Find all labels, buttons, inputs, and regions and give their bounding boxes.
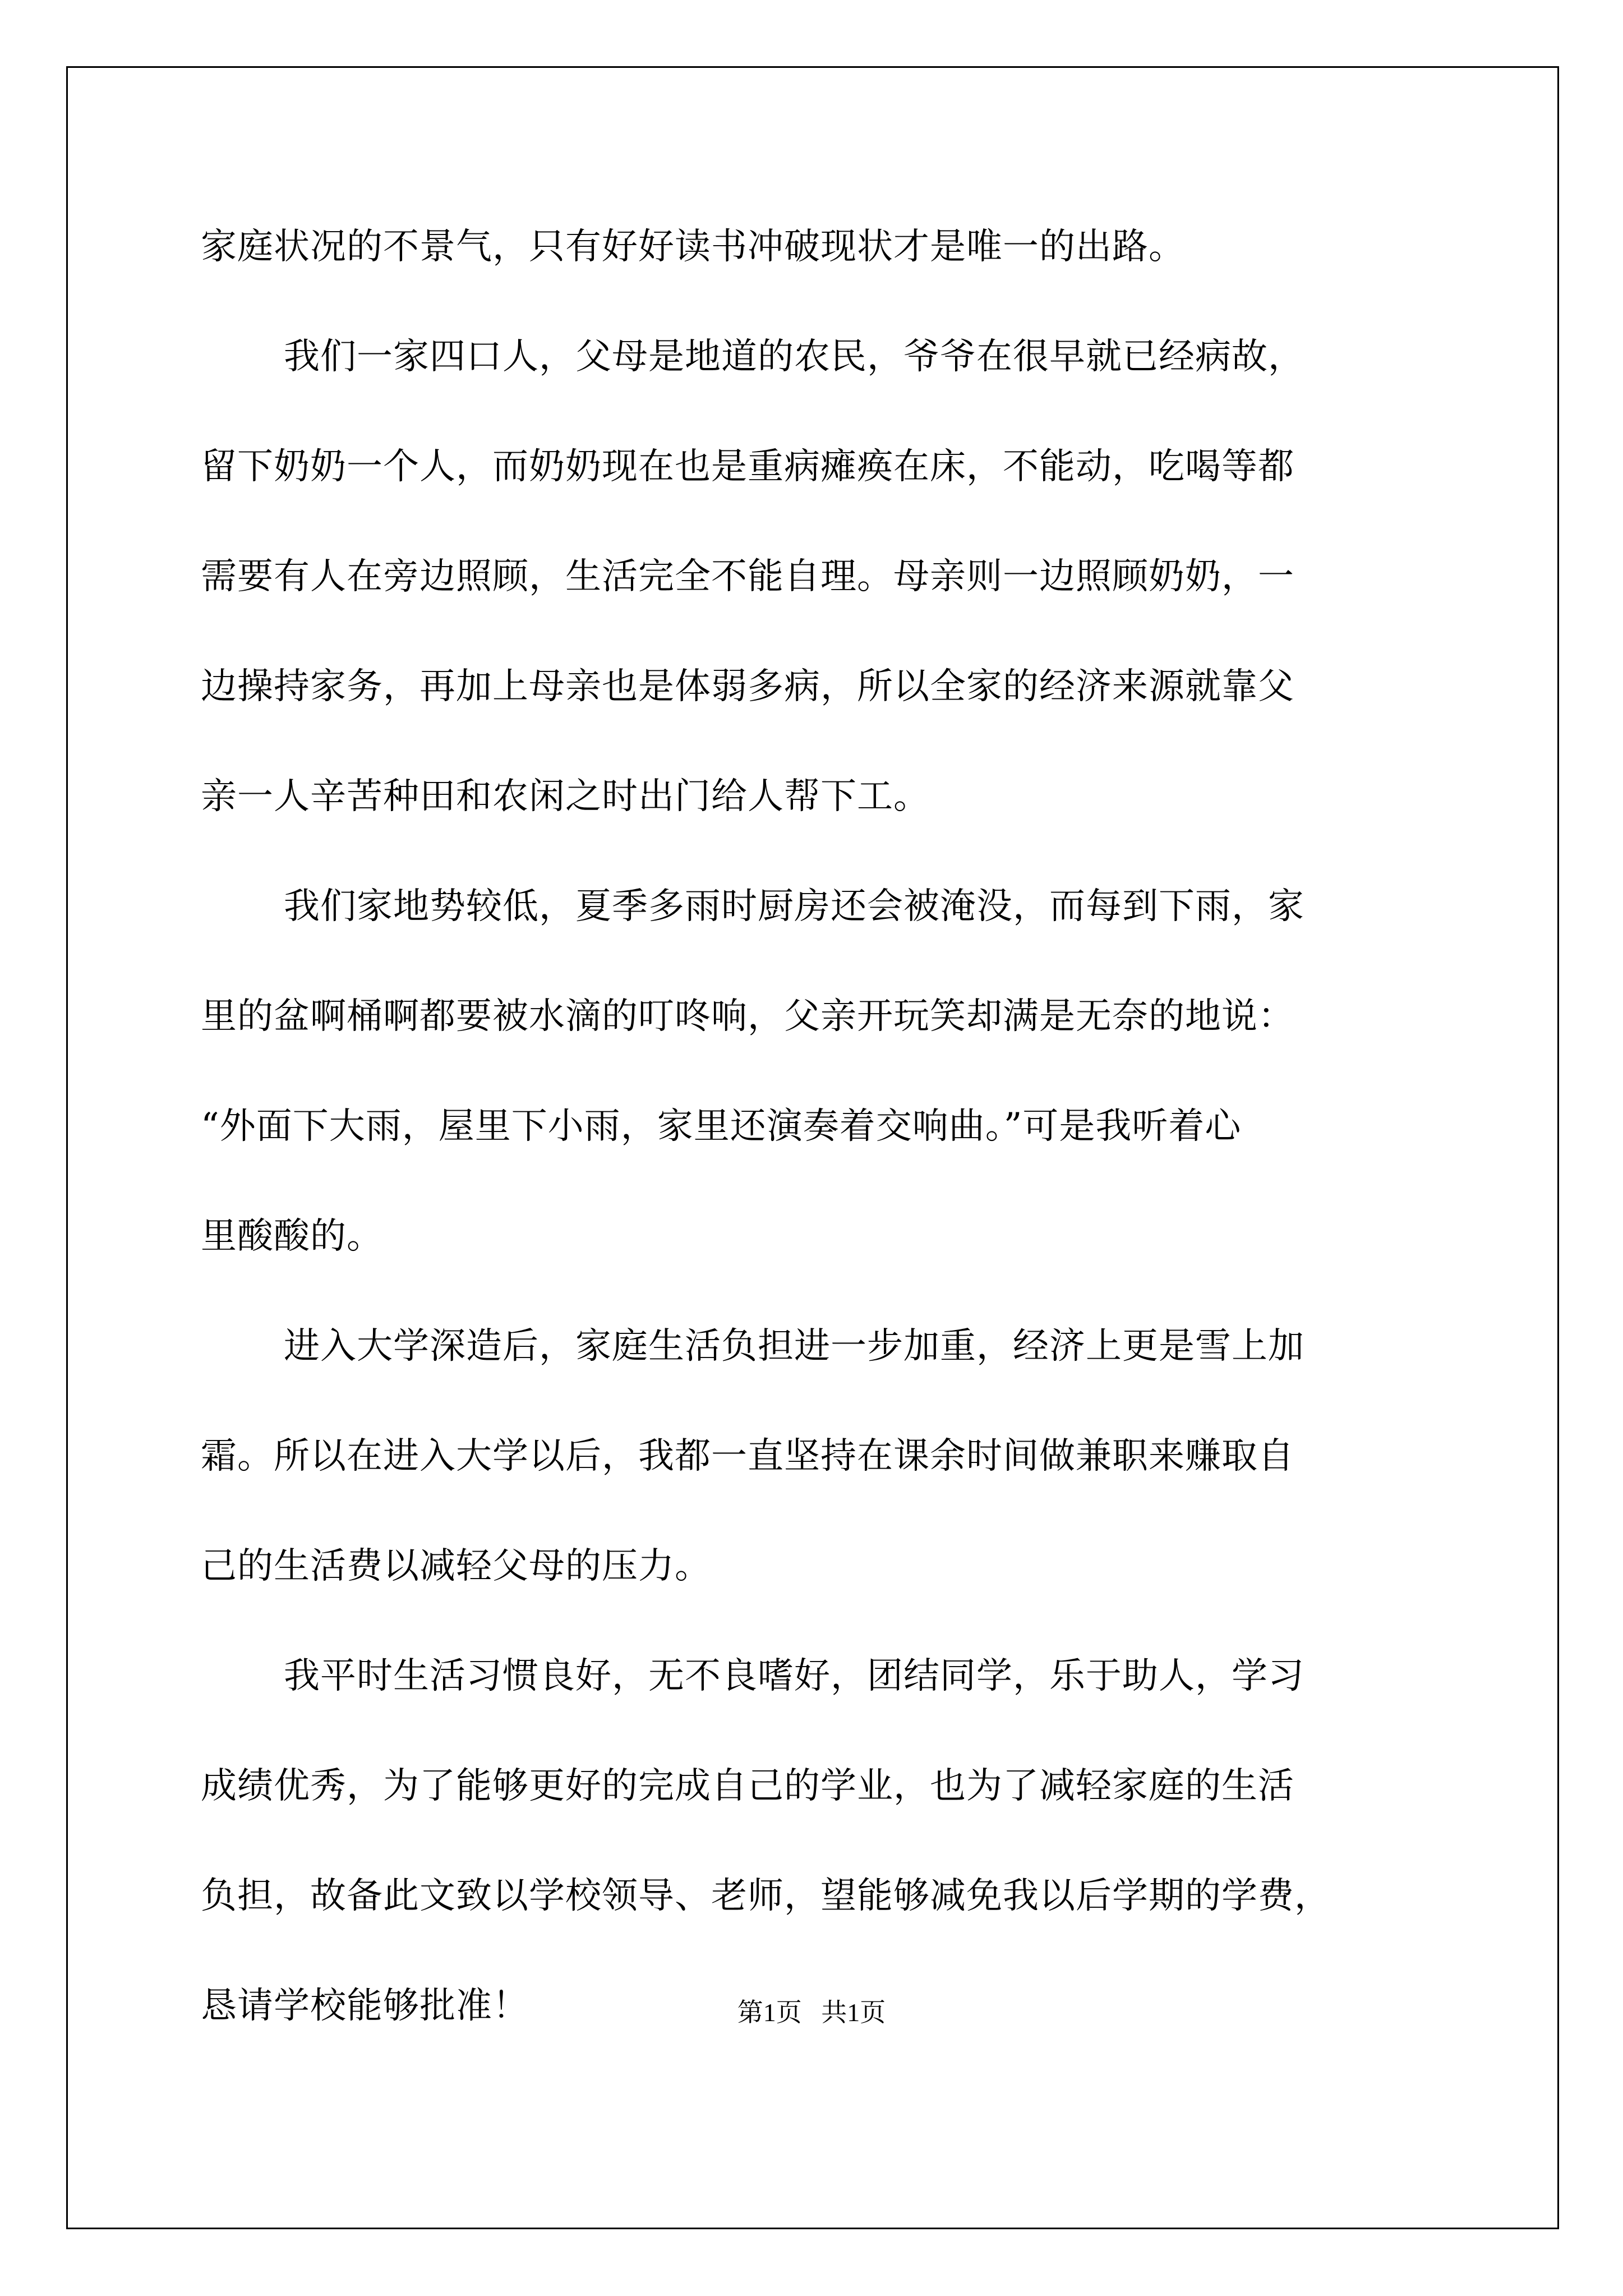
text-line: 里的盆啊桶啊都要被水滴的叮咚响，父亲开玩笑却满是无奈的地说：	[201, 996, 1294, 1037]
text-line: 家庭状况的不景气，只有好好读书冲破现状才是唯一的出路。	[201, 226, 1185, 268]
text-line: 负担，故备此文致以学校领导、老师，望能够减免我以后学期的学费，	[201, 1875, 1331, 1917]
text-line: 留下奶奶一个人，而奶奶现在也是重病瘫痪在床，不能动，吃喝等都	[201, 446, 1294, 487]
text-line: 需要有人在旁边照顾，生活完全不能自理。母亲则一边照顾奶奶，一	[201, 556, 1294, 597]
text-line: 我平时生活习惯良好，无不良嗜好，团结同学，乐于助人，学习	[284, 1655, 1304, 1697]
text-line: 我们一家四口人，父母是地道的农民，爷爷在很早就已经病故，	[284, 336, 1304, 378]
text-line: “外面下大雨，屋里下小雨，家里还演奏着交响曲。”可是我听着心	[201, 1106, 1242, 1147]
text-line: 霜。所以在进入大学以后，我都一直坚持在课余时间做兼职来赚取自	[201, 1435, 1294, 1477]
text-line: 边操持家务，再加上母亲也是体弱多病，所以全家的经济来源就靠父	[201, 666, 1294, 707]
document-body	[201, 213, 1435, 2082]
text-line: 我们家地势较低，夏季多雨时厨房还会被淹没，而每到下雨，家	[284, 886, 1304, 927]
text-line: 己的生活费以减轻父母的压力。	[201, 1545, 711, 1587]
text-line: 成绩优秀，为了能够更好的完成自己的学业，也为了减轻家庭的生活	[201, 1765, 1294, 1807]
text-line: 亲一人辛苦种田和农闲之时出门给人帮下工。	[201, 776, 930, 817]
text-line: 恳请学校能够批准！	[201, 1985, 529, 2027]
text-line: 里酸酸的。	[201, 1216, 383, 1257]
page-number-footer: 第1页 共1页	[737, 1998, 886, 2027]
text-line: 进入大学深造后，家庭生活负担进一步加重，经济上更是雪上加	[284, 1326, 1304, 1367]
